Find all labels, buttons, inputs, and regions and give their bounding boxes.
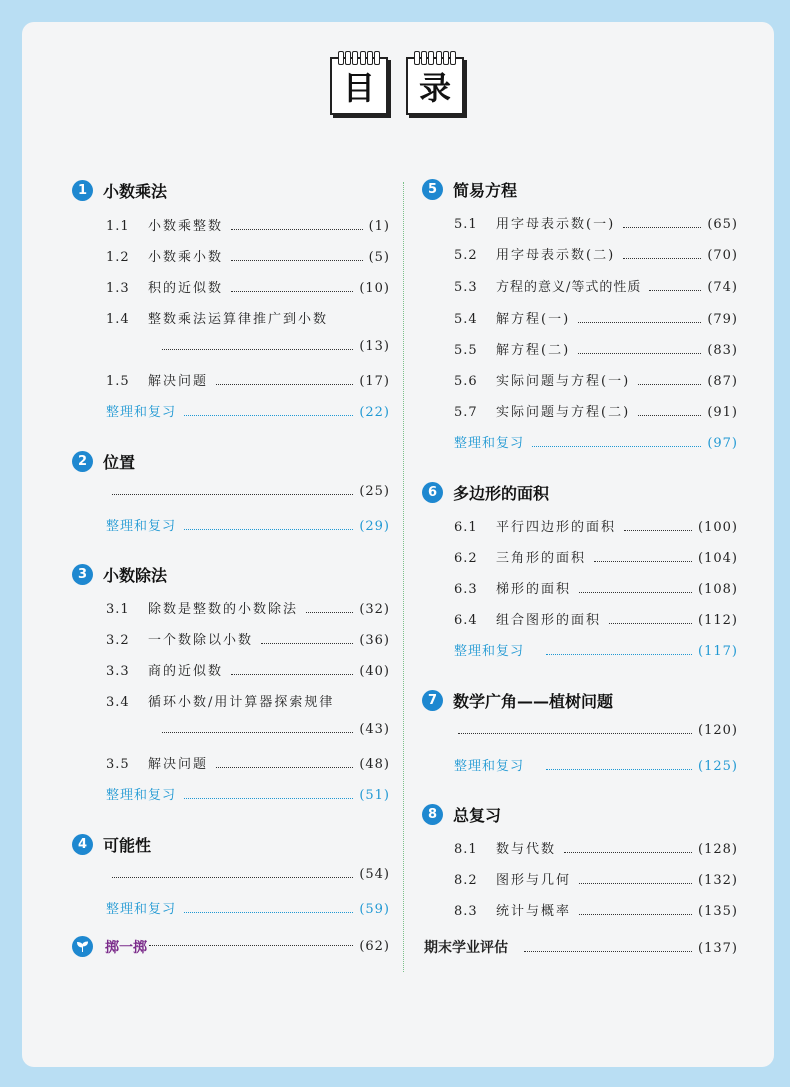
- section-number-badge: 8: [422, 804, 443, 825]
- leader-dots: [112, 494, 353, 495]
- entry-title: 解决问题: [148, 757, 209, 772]
- entry-title: 整数乘法运算律推广到小数: [148, 312, 329, 327]
- entry-page: (65): [707, 217, 738, 232]
- review-entry[interactable]: [454, 432, 738, 451]
- leader-dots: [638, 384, 701, 385]
- section-number-badge: 4: [72, 834, 93, 855]
- entry-title: 数与代数: [496, 842, 557, 857]
- entry-page: (54): [359, 867, 390, 882]
- entry-page: (25): [359, 484, 390, 499]
- leader-dots: [184, 415, 353, 416]
- toc-entry[interactable]: [106, 598, 390, 617]
- section-title: 数学广角——植树问题: [453, 692, 614, 711]
- entry-title: 实际问题与方程(二): [496, 405, 631, 420]
- entry-title: 除数是整数的小数除法: [148, 602, 299, 617]
- leader-dots: [623, 227, 701, 228]
- entry-page: (32): [359, 602, 390, 617]
- leader-dots: [261, 643, 353, 644]
- entry-page: (13): [359, 339, 390, 354]
- toc-entry[interactable]: [106, 629, 390, 648]
- review-entry[interactable]: [454, 640, 738, 659]
- entry-page: (87): [707, 374, 738, 389]
- leader-dots: [579, 883, 692, 884]
- toc-entry[interactable]: [106, 215, 390, 234]
- final-assessment-page: (137): [698, 941, 738, 956]
- review-title: 整理和复习: [454, 644, 525, 659]
- entry-page: (91): [707, 405, 738, 420]
- toc-entry[interactable]: [454, 723, 738, 738]
- leader-dots: [231, 260, 363, 261]
- toc-entry[interactable]: [454, 276, 738, 295]
- entry-number: 3.2: [106, 633, 130, 648]
- entry-page: (100): [698, 520, 738, 535]
- entry-title: 小数乘整数: [148, 219, 224, 234]
- review-page: (97): [707, 436, 738, 451]
- toc-entry[interactable]: [454, 900, 738, 919]
- activity-page: (62): [359, 939, 390, 954]
- leader-dots: [112, 877, 353, 878]
- toc-entry[interactable]: [106, 277, 390, 296]
- section-number-badge: 2: [72, 451, 93, 472]
- entry-number: 3.4: [106, 695, 130, 710]
- entry-number: 6.3: [454, 582, 478, 597]
- entry-title: 商的近似数: [148, 664, 224, 679]
- leader-dots: [231, 674, 353, 675]
- toc-entry[interactable]: [454, 244, 738, 263]
- entry-title: 积的近似数: [148, 281, 224, 296]
- entry-title: 解方程(一): [496, 312, 571, 327]
- entry-title: 小数乘小数: [148, 250, 224, 265]
- entry-page: (1): [368, 219, 390, 234]
- review-title: 整理和复习: [106, 902, 177, 917]
- toc-page: [22, 22, 774, 1067]
- toc-entry[interactable]: [454, 838, 738, 857]
- leader-dots: [578, 353, 701, 354]
- entry-number: 8.2: [454, 873, 478, 888]
- toc-entry[interactable]: [106, 753, 390, 772]
- toc-entry[interactable]: [454, 339, 738, 358]
- page-title-char-1: 目: [342, 69, 375, 107]
- section-4-header[interactable]: [72, 833, 151, 856]
- leader-dots: [216, 384, 353, 385]
- title-card-2: [406, 57, 464, 115]
- entry-page: (43): [359, 722, 390, 737]
- section-1-header[interactable]: [72, 179, 167, 202]
- leader-dots: [546, 769, 692, 770]
- column-divider: [403, 182, 404, 972]
- page-title-char-2: 录: [418, 69, 451, 107]
- spiral-rings-icon: [414, 51, 456, 63]
- section-number-badge: 1: [72, 180, 93, 201]
- leader-dots: [649, 290, 701, 291]
- entry-page: (48): [359, 757, 390, 772]
- entry-page: (79): [707, 312, 738, 327]
- review-entry[interactable]: [106, 784, 390, 803]
- review-entry[interactable]: [106, 898, 390, 917]
- entry-page: (17): [359, 374, 390, 389]
- entry-page: (112): [698, 613, 738, 628]
- entry-title: 循环小数/用计算器探索规律: [148, 695, 335, 710]
- entry-number: 6.1: [454, 520, 478, 535]
- entry-title: 组合图形的面积: [496, 613, 602, 628]
- spiral-rings-icon: [338, 51, 380, 63]
- section-title: 小数乘法: [103, 182, 168, 201]
- review-entry[interactable]: [106, 515, 390, 534]
- toc-entry[interactable]: [454, 609, 738, 628]
- leader-dots: [624, 530, 692, 531]
- entry-number: 5.2: [454, 248, 478, 263]
- section-3-header[interactable]: [72, 563, 167, 586]
- leader-dots: [184, 529, 353, 530]
- entry-number: 5.7: [454, 405, 478, 420]
- toc-entry-line1[interactable]: [106, 308, 390, 327]
- leader-dots: [231, 229, 363, 230]
- entry-page: (128): [698, 842, 738, 857]
- entry-number: 6.4: [454, 613, 478, 628]
- leader-dots: [524, 951, 692, 952]
- leader-dots: [162, 732, 353, 733]
- review-page: (59): [359, 902, 390, 917]
- toc-entry[interactable]: [106, 484, 390, 499]
- entry-title: 一个数除以小数: [148, 633, 254, 648]
- toc-entry[interactable]: [454, 370, 738, 389]
- entry-title: 三角形的面积: [496, 551, 587, 566]
- section-6-header[interactable]: [422, 481, 549, 504]
- entry-number: 1.5: [106, 374, 130, 389]
- leader-dots: [594, 561, 692, 562]
- section-title: 多边形的面积: [453, 484, 550, 503]
- section-2-header[interactable]: [72, 450, 135, 473]
- entry-number: 1.1: [106, 219, 130, 234]
- entry-page: (104): [698, 551, 738, 566]
- toc-entry-line2[interactable]: [148, 339, 390, 354]
- entry-number: 6.2: [454, 551, 478, 566]
- toc-entry-line2[interactable]: [148, 722, 390, 737]
- leader-dots: [623, 258, 701, 259]
- entry-page: (36): [359, 633, 390, 648]
- entry-number: 5.5: [454, 343, 478, 358]
- entry-page: (135): [698, 904, 738, 919]
- entry-number: 1.3: [106, 281, 130, 296]
- toc-entry[interactable]: [454, 213, 738, 232]
- section-8-header[interactable]: [422, 803, 501, 826]
- leader-dots: [149, 945, 353, 946]
- section-number-badge: 7: [422, 690, 443, 711]
- entry-number: 5.6: [454, 374, 478, 389]
- toc-entry[interactable]: [106, 867, 390, 882]
- entry-title: 用字母表示数(二): [496, 248, 616, 263]
- review-title: 整理和复习: [106, 405, 177, 420]
- entry-page: (120): [698, 723, 738, 738]
- review-title: 整理和复习: [454, 436, 525, 451]
- section-title: 可能性: [103, 836, 152, 855]
- entry-title: 平行四边形的面积: [496, 520, 617, 535]
- toc-entry[interactable]: [454, 869, 738, 888]
- activity-title: 掷一掷: [105, 939, 147, 956]
- entry-page: (132): [698, 873, 738, 888]
- toc-entry[interactable]: [454, 547, 738, 566]
- section-number-badge: 6: [422, 482, 443, 503]
- toc-entry[interactable]: [106, 370, 390, 389]
- review-page: (22): [359, 405, 390, 420]
- entry-page: (40): [359, 664, 390, 679]
- entry-number: 3.3: [106, 664, 130, 679]
- entry-page: (74): [707, 280, 738, 295]
- section-number-badge: 3: [72, 564, 93, 585]
- review-title: 整理和复习: [106, 519, 177, 534]
- leader-dots: [546, 654, 692, 655]
- section-title: 简易方程: [453, 181, 518, 200]
- toc-entry[interactable]: [454, 401, 738, 420]
- entry-page: (83): [707, 343, 738, 358]
- final-assessment-title: 期末学业评估: [424, 940, 508, 956]
- leader-dots: [564, 852, 692, 853]
- section-5-header[interactable]: [422, 178, 517, 201]
- entry-number: 8.3: [454, 904, 478, 919]
- leader-dots: [532, 446, 701, 447]
- leader-dots: [578, 322, 701, 323]
- leader-dots: [609, 623, 692, 624]
- entry-number: 3.5: [106, 757, 130, 772]
- review-entry[interactable]: [454, 755, 738, 774]
- review-page: (117): [698, 644, 738, 659]
- section-7-header[interactable]: [422, 689, 613, 712]
- leader-dots: [458, 733, 692, 734]
- section-title: 位置: [103, 453, 136, 472]
- leader-dots: [579, 914, 692, 915]
- entry-title: 方程的意义/等式的性质: [496, 280, 642, 295]
- entry-number: 5.3: [454, 280, 478, 295]
- entry-number: 8.1: [454, 842, 478, 857]
- review-page: (29): [359, 519, 390, 534]
- review-title: 整理和复习: [106, 788, 177, 803]
- entry-title: 解决问题: [148, 374, 209, 389]
- section-title: 小数除法: [103, 566, 168, 585]
- review-entry[interactable]: [106, 401, 390, 420]
- section-number-badge: 5: [422, 179, 443, 200]
- entry-number: 3.1: [106, 602, 130, 617]
- toc-entry[interactable]: [106, 660, 390, 679]
- entry-title: 用字母表示数(一): [496, 217, 616, 232]
- toc-entry[interactable]: [454, 578, 738, 597]
- entry-page: (5): [368, 250, 390, 265]
- entry-title: 图形与几何: [496, 873, 572, 888]
- leader-dots: [231, 291, 353, 292]
- toc-entry[interactable]: [454, 516, 738, 535]
- entry-title: 实际问题与方程(一): [496, 374, 631, 389]
- entry-title: 梯形的面积: [496, 582, 572, 597]
- review-page: (51): [359, 788, 390, 803]
- section-title: 总复习: [453, 806, 502, 825]
- toc-entry[interactable]: [106, 246, 390, 265]
- leader-dots: [162, 349, 353, 350]
- entry-title: 解方程(二): [496, 343, 571, 358]
- review-page: (125): [698, 759, 738, 774]
- entry-number: 5.1: [454, 217, 478, 232]
- entry-number: 1.4: [106, 312, 130, 327]
- final-assessment-entry[interactable]: [424, 937, 738, 957]
- leader-dots: [184, 912, 353, 913]
- review-title: 整理和复习: [454, 759, 525, 774]
- leader-dots: [216, 767, 353, 768]
- activity-entry[interactable]: [72, 936, 390, 957]
- entry-page: (70): [707, 248, 738, 263]
- entry-title: 统计与概率: [496, 904, 572, 919]
- leader-dots: [184, 798, 353, 799]
- sprout-icon: [72, 936, 93, 957]
- entry-number: 1.2: [106, 250, 130, 265]
- leader-dots: [638, 415, 701, 416]
- title-card-1: [330, 57, 388, 115]
- entry-page: (108): [698, 582, 738, 597]
- entry-number: 5.4: [454, 312, 478, 327]
- toc-entry[interactable]: [454, 308, 738, 327]
- leader-dots: [579, 592, 692, 593]
- toc-entry-line1[interactable]: [106, 691, 390, 710]
- entry-page: (10): [359, 281, 390, 296]
- leader-dots: [306, 612, 353, 613]
